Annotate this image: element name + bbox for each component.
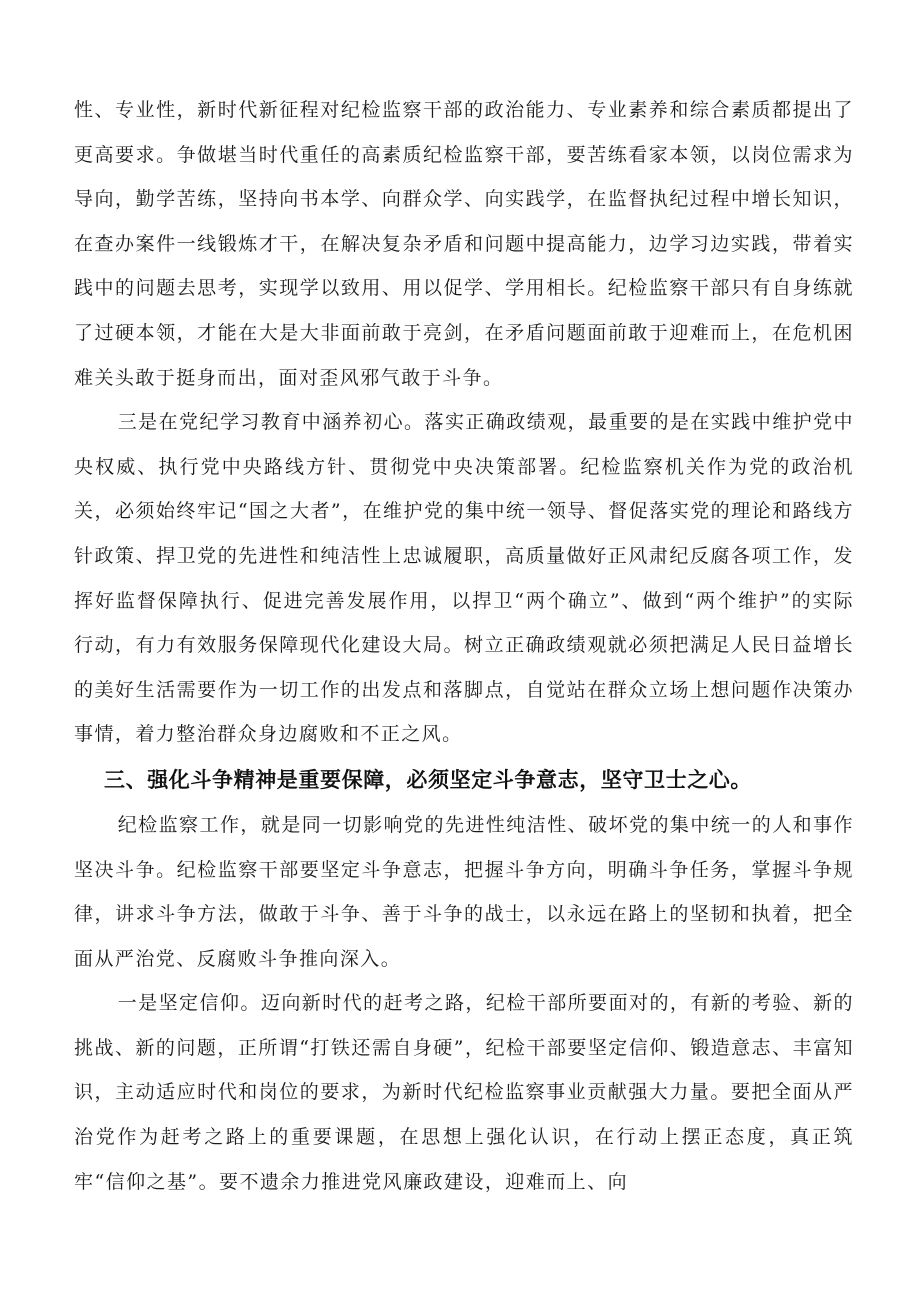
paragraph-struggle-intro: 纪检监察工作，就是同一切影响党的先进性纯洁性、破坏党的集中统一的人和事作坚决斗争。纪检监察干部要坚定斗争意志，把握斗争方向，明确斗争任务，掌握斗争规律，讲求斗争方法，做敢于斗争、善于斗争的战士，以永远在路上的坚韧和执着，把全面从严治党、反腐败斗争推向深入。 — [74, 813, 854, 970]
section-heading-three: 三、强化斗争精神是重要保障，必须坚定斗争意志，坚守卫士之心。 — [104, 767, 752, 792]
paragraph-party-discipline-education: 三是在党纪学习教育中涵养初心。落实正确政绩观，最重要的是在实践中维护党中央权威、执行党中央路线方针、贯彻党中央决策部署。纪检监察机关作为党的政治机关，必须始终牢记“国之大者”，在维护党的集中统一领导、督促落实党的理论和路线方针政策、捍卫党的先进性和纯洁性上忠诚履职，高质量做好正风肃纪反腐各项工作，发挥好监督保障执行、促进完善发展作用，以捍卫“两个确立”、做到“两个维护”的实际行动，有力有效服务保障现代化建设大局。树立正确政绩观就必须把满足人民日益增长的美好生活需要作为一切工作的出发点和落脚点，自觉站在群众立场上想问题作决策办事情，着力整治群众身边腐败和不正之风。 — [74, 411, 854, 746]
paragraph-professional-skills: 性、专业性，新时代新征程对纪检监察干部的政治能力、专业素养和综合素质都提出了更高要求。争做堪当时代重任的高素质纪检监察干部，要苦练看家本领，以岗位需求为导向，勤学苦练，坚持向书本学、向群众学、向实践学，在监督执纪过程中增长知识，在查办案件一线锻炼才干，在解决复杂矛盾和问题中提高能力，边学习边实践，带着实践中的问题去思考，实现学以致用、用以促学、学用相长。纪检监察干部只有自身练就了过硬本领，才能在大是大非面前敢于亮剑，在矛盾问题面前敢于迎难而上，在危机困难关头敢于挺身而出，面对歪风邪气敢于斗争。 — [74, 99, 854, 389]
paragraph-firm-belief: 一是坚定信仰。迈向新时代的赶考之路，纪检干部所要面对的，有新的考验、新的挑战、新的问题，正所谓“打铁还需自身硬”，纪检干部要坚定信仰、锻造意志、丰富知识，主动适应时代和岗位的要求，为新时代纪检监察事业贡献强大力量。要把全面从严治党作为赶考之路上的重要课题，在思想上强化认识，在行动上摆正态度，真正筑牢“信仰之基”。要不遗余力推进党风廉政建设，迎难而上、向 — [74, 992, 854, 1193]
